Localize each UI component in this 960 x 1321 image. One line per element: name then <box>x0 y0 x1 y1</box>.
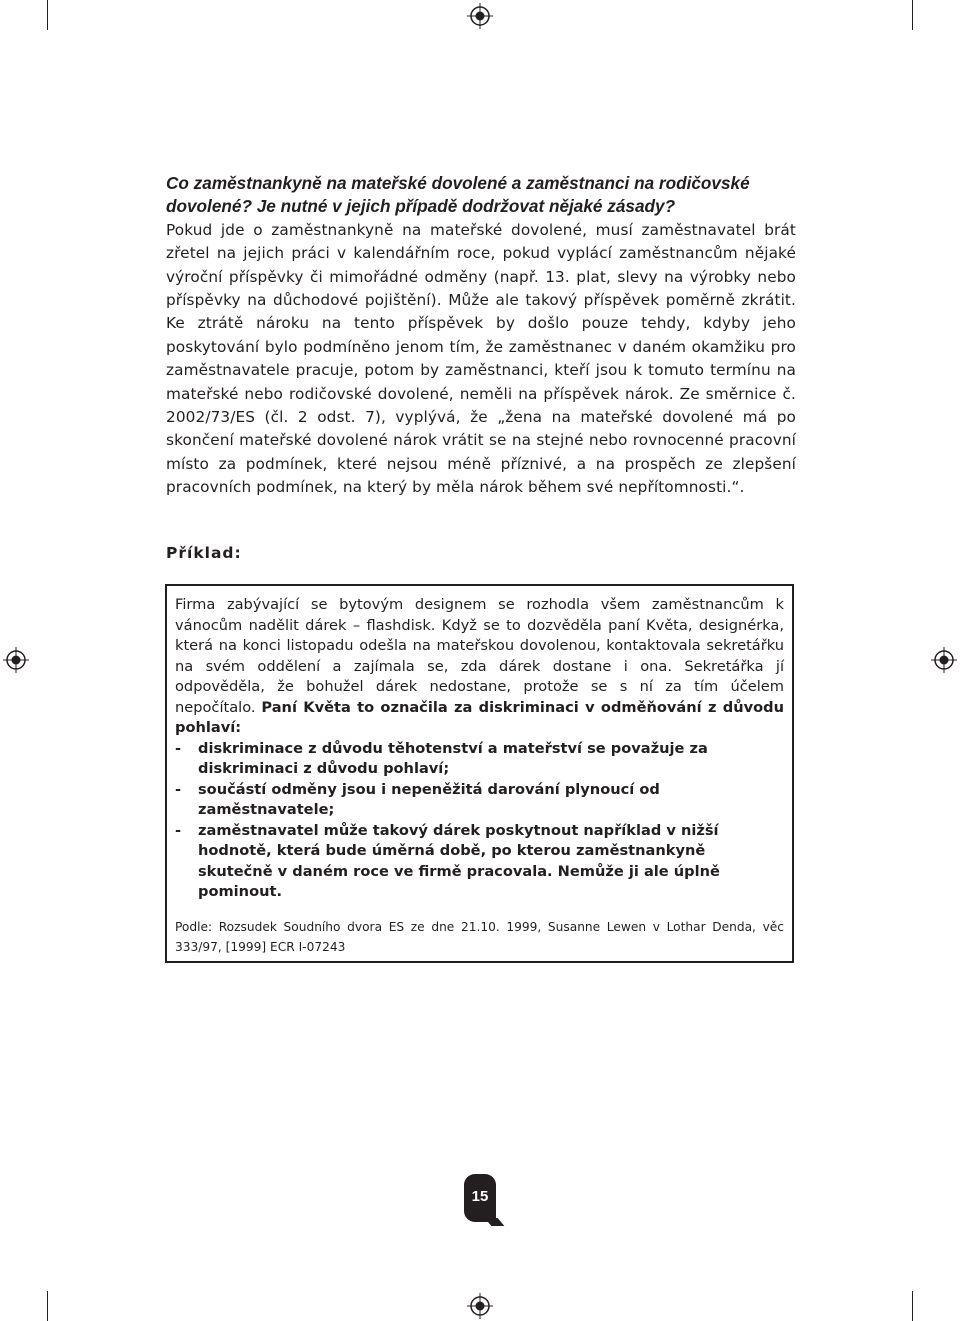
crop-mark <box>912 0 913 30</box>
list-item: - diskriminace z důvodu těhotenství a mateřství se považuje za diskriminaci z důvodu pohlaví; <box>175 739 784 780</box>
crop-mark <box>47 0 48 30</box>
registration-mark-icon <box>931 647 957 673</box>
registration-mark-icon <box>467 3 493 29</box>
source-citation: Podle: Rozsudek Soudního dvora ES ze dne 21.10. 1999, Susanne Lewen v Lothar Denda, věc 333/97, [1999] ECR I-07243 <box>175 919 784 954</box>
example-conclusion: Paní Květa to označila za diskriminaci v odměňování z důvodu pohlaví: <box>175 698 784 736</box>
registration-mark-icon <box>3 647 29 673</box>
example-heading: Příklad: <box>166 544 242 562</box>
example-story: Firma zabývající se bytovým designem se rozhodla všem zaměstnancům k vánocům nadělit dárek – flashdisk. Když se to dozvěděla paní Květa, designérka, která na konci listopadu odešla na mateřskou dovolenou, kontaktovala sekretářku na svém oddělení a zajímala se, zda dárek dostane i ona. Sekretářka jí odpověděla, že bohužel dárek nedostane, protože se s ní za tím účelem nepočítalo. <box>175 596 784 716</box>
page-number: 15 <box>471 1188 489 1205</box>
example-box <box>165 584 794 963</box>
registration-mark-icon <box>467 1293 493 1319</box>
crop-mark <box>47 1291 48 1321</box>
main-content <box>166 172 796 500</box>
example-points <box>175 739 784 903</box>
list-item: - součástí odměny jsou i nepeněžitá darování plynoucí od zaměstnavatele; <box>175 780 784 821</box>
list-item: - zaměstnavatel může takový dárek poskytnout například v nižší hodnotě, která bude úměrná době, po kterou zaměstnankyně skutečně v daném roce ve firmě pracovala. Nemůže ji ale úplně pominout. <box>175 821 784 903</box>
answer-paragraph: Pokud jde o zaměstnankyně na mateřské dovolené, musí zaměstnavatel brát zřetel na jejich práci v kalendářním roce, pokud vyplácí zaměstnancům nějaké výroční příspěvky či mimořádné odměny (např. 13. plat, slevy na výrobky nebo příspěvky na důchodové pojištění). Může ale takový příspěvek poměrně zkrátit. Ke ztrátě nároku na tento příspěvek by došlo pouze tehdy, kdyby jeho poskytování bylo podmíněno jenom tím, že zaměstnanec v daném okamžiku pro zaměstnavatele pracuje, potom by zaměstnanci, kteří jsou k tomuto termínu na mateřské nebo rodičovské dovolené, neměli na příspěvek nárok. Ze směrnice č. 2002/73/ES (čl. 2 odst. 7), vyplývá, že „žena na mateřské dovolené má po skončení mateřské dovolené nárok vrátit se na stejné nebo rovnocenné pracovní místo za podmínek, které nejsou méně příznivé, a na prospěch ze zlepšení pracovních podmínek, na který by měla nárok během své nepřítomnosti.“. <box>166 220 796 497</box>
crop-mark <box>912 1291 913 1321</box>
question-heading: Co zaměstnankyně na mateřské dovolené a zaměstnanci na rodičovské dovolené? Je nutné v jejich případě dodržovat nějaké zásady? <box>166 173 750 217</box>
example-text <box>175 595 784 739</box>
page-number-badge <box>464 1174 496 1222</box>
